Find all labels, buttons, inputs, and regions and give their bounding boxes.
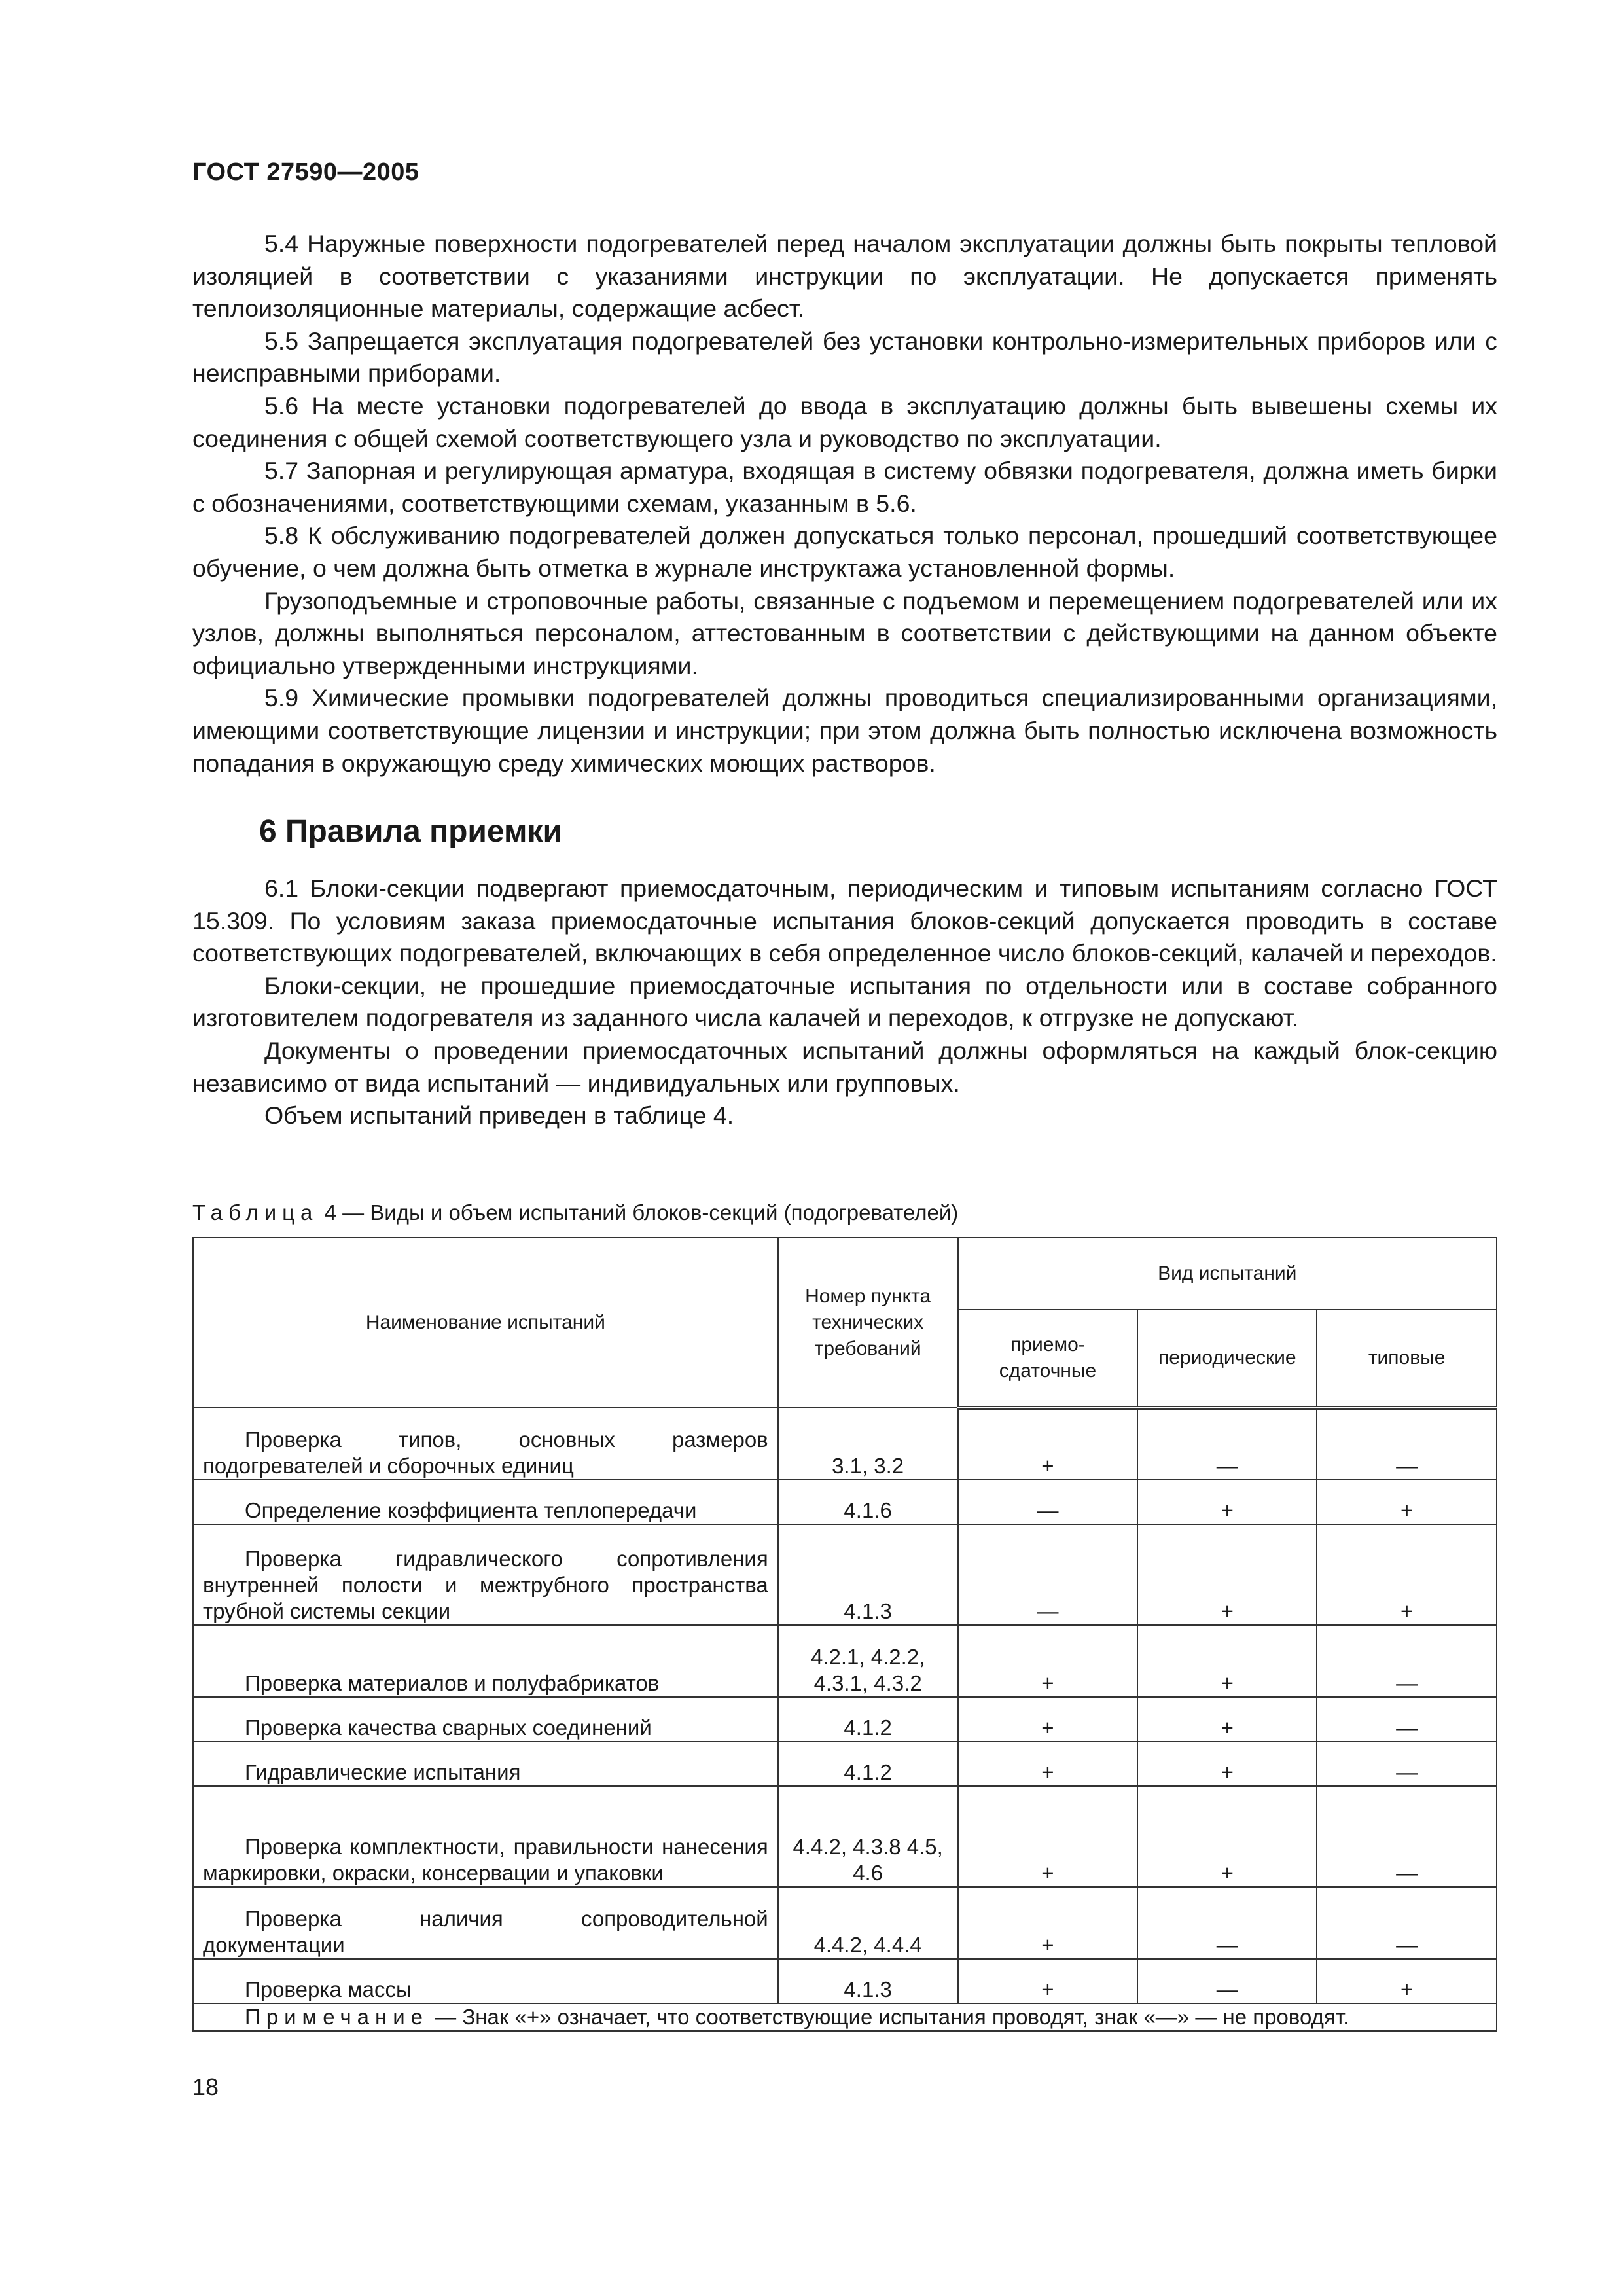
periodic-mark: —	[1137, 1959, 1317, 2003]
acceptance-mark: +	[958, 1959, 1138, 2003]
type-mark: —	[1317, 1408, 1497, 1480]
table-row	[193, 1625, 1497, 1697]
table-note-label: Примечание	[245, 2005, 429, 2029]
section-6-title: 6 Правила приемки	[259, 814, 563, 849]
periodic-mark: +	[1137, 1625, 1317, 1697]
clause-number: 4.1.2	[778, 1742, 958, 1786]
type-mark: —	[1317, 1742, 1497, 1786]
paragraph-5-8: 5.8 К обслуживанию подогревателей должен допускаться только персонал, прошедший соответствующее обучение, о чем должна быть отметка в журнале инструктажа установленной формы.	[192, 522, 1497, 582]
standard-header: ГОСТ 27590—2005	[192, 158, 419, 186]
type-mark: —	[1317, 1625, 1497, 1697]
test-name: Проверка гидравлического сопротивления внутренней полости и межтрубного пространства трубной системы секции	[193, 1524, 778, 1625]
test-name: Проверка качества сварных соединений	[193, 1697, 778, 1742]
type-mark: —	[1317, 1887, 1497, 1959]
acceptance-mark: +	[958, 1408, 1138, 1480]
paragraph-rejected-blocks: Блоки-секции, не прошедшие приемосдаточные испытания по отдельности или в составе собранного изготовителем подогревателя из заданного числа калачей и переходов, к отгрузке не допускают.	[192, 971, 1497, 1032]
table-caption	[192, 1200, 958, 1225]
acceptance-mark: +	[958, 1786, 1138, 1887]
type-mark: +	[1317, 1959, 1497, 2003]
table-note	[193, 2003, 1497, 2031]
table-note-text: — Знак «+» означает, что соответствующие испытания проводят, знак «—» — не проводят.	[429, 2005, 1349, 2029]
periodic-mark: +	[1137, 1742, 1317, 1786]
tests-table	[192, 1237, 1497, 2032]
acceptance-mark: +	[958, 1742, 1138, 1786]
table-row	[193, 1959, 1497, 2003]
clause-number: 4.4.2, 4.3.8 4.5, 4.6	[778, 1786, 958, 1887]
section-6-text	[192, 872, 1497, 1132]
periodic-mark: +	[1137, 1480, 1317, 1524]
header-test-name: Наименование испытаний	[193, 1238, 778, 1408]
test-name: Проверка массы	[193, 1959, 778, 2003]
table-row	[193, 1786, 1497, 1887]
table-row	[193, 1697, 1497, 1742]
header-acceptance: приемо-сдаточные	[958, 1310, 1138, 1408]
clause-number: 4.4.2, 4.4.4	[778, 1887, 958, 1959]
table-row	[193, 1408, 1497, 1480]
table-row	[193, 1887, 1497, 1959]
clause-number: 3.1, 3.2	[778, 1408, 958, 1480]
page-number: 18	[192, 2073, 219, 2100]
paragraph-5-9: 5.9 Химические промывки подогревателей должны проводиться специализированными организациями, имеющими соответствующие лицензии и инструкции; при этом должна быть полностью исключена возможность попадания в окружающую среду химических моющих растворов.	[192, 684, 1497, 777]
clause-number: 4.1.3	[778, 1959, 958, 2003]
paragraph-lifting-works: Грузоподъемные и строповочные работы, связанные с подъемом и перемещением подогревателей или их узлов, должны выполняться персоналом, аттестованным в соответствии с действующими на данном объекте официально утвержденными инструкциями.	[192, 586, 1497, 679]
periodic-mark: +	[1137, 1524, 1317, 1625]
paragraph-test-scope: Объем испытаний приведен в таблице 4.	[264, 1102, 734, 1130]
periodic-mark: —	[1137, 1887, 1317, 1959]
paragraph-5-7: 5.7 Запорная и регулирующая арматура, входящая в систему обвязки подогревателя, должна иметь бирки с обозначениями, соответствующими схемам, указанным в 5.6.	[192, 457, 1497, 517]
table-caption-label: Таблица	[192, 1200, 319, 1225]
clause-number: 4.1.2	[778, 1697, 958, 1742]
test-name: Гидравлические испытания	[193, 1742, 778, 1786]
paragraph-6-1: 6.1 Блоки-секции подвергают приемосдаточным, периодическим и типовым испытаниям согласно ГОСТ 15.309. По условиям заказа приемосдаточные испытания блоков-секций допускается проводить в составе соответствующих подогревателей, включающих в себя определенное число блоков-секций, калачей и переходов.	[192, 874, 1497, 967]
acceptance-mark: +	[958, 1887, 1138, 1959]
test-name: Проверка материалов и полуфабрикатов	[193, 1625, 778, 1697]
type-mark: —	[1317, 1786, 1497, 1887]
type-mark: +	[1317, 1480, 1497, 1524]
header-type: типовые	[1317, 1310, 1497, 1408]
type-mark: +	[1317, 1524, 1497, 1625]
paragraph-5-6: 5.6 На месте установки подогревателей до ввода в эксплуатацию должны быть вывешены схемы их соединения с общей схемой соответствующего узла и руководство по эксплуатации.	[192, 391, 1497, 452]
periodic-mark: +	[1137, 1786, 1317, 1887]
table-row	[193, 1524, 1497, 1625]
acceptance-mark: —	[958, 1480, 1138, 1524]
clause-number: 4.2.1, 4.2.2, 4.3.1, 4.3.2	[778, 1625, 958, 1697]
acceptance-mark: +	[958, 1697, 1138, 1742]
table-row	[193, 1480, 1497, 1524]
periodic-mark: —	[1137, 1408, 1317, 1480]
type-mark: —	[1317, 1697, 1497, 1742]
paragraph-test-documents: Документы о проведении приемосдаточных испытаний должны оформляться на каждый блок-секцию независимо от вида испытаний — индивидуальных или групповых.	[192, 1036, 1497, 1097]
paragraph-5-5: 5.5 Запрещается эксплуатация подогревателей без установки контрольно-измерительных приборов или с неисправными приборами.	[192, 327, 1497, 387]
header-clause: Номер пункта технических требований	[778, 1238, 958, 1408]
table-row	[193, 1742, 1497, 1786]
header-test-kind: Вид испытаний	[958, 1238, 1497, 1310]
test-name: Проверка типов, основных размеров подогревателей и сборочных единиц	[193, 1408, 778, 1480]
periodic-mark: +	[1137, 1697, 1317, 1742]
table-caption-text: 4 — Виды и объем испытаний блоков-секций (подогревателей)	[324, 1200, 959, 1225]
test-name: Проверка наличия сопроводительной документации	[193, 1887, 778, 1959]
acceptance-mark: —	[958, 1524, 1138, 1625]
section-5-text	[192, 228, 1497, 780]
clause-number: 4.1.3	[778, 1524, 958, 1625]
paragraph-5-4: 5.4 Наружные поверхности подогревателей перед началом эксплуатации должны быть покрыты тепловой изоляцией в соответствии с указаниями инструкции по эксплуатации. Не допускается применять теплоизоляционные материалы, содержащие асбест.	[192, 230, 1497, 323]
test-name: Проверка комплектности, правильности нанесения маркировки, окраски, консервации и упаковки	[193, 1786, 778, 1887]
header-periodic: периодические	[1137, 1310, 1317, 1408]
clause-number: 4.1.6	[778, 1480, 958, 1524]
table-body	[193, 1408, 1497, 2003]
acceptance-mark: +	[958, 1625, 1138, 1697]
test-name: Определение коэффициента теплопередачи	[193, 1480, 778, 1524]
